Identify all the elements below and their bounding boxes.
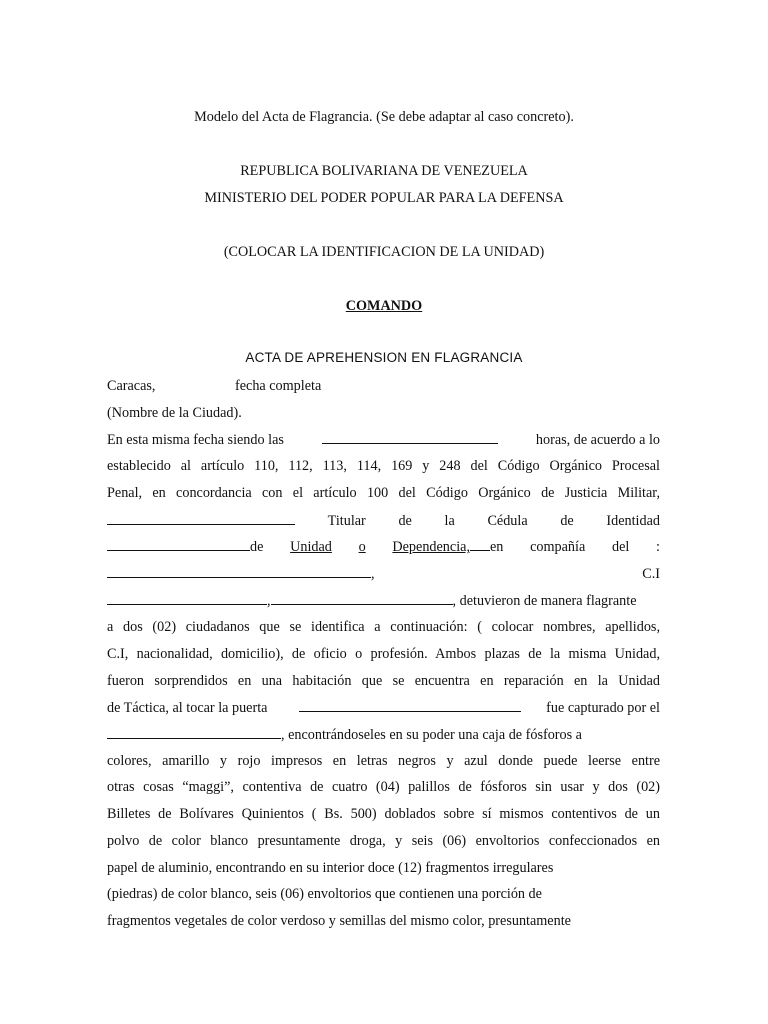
word-identidad: Identidad <box>606 513 660 529</box>
body-line-9-text: C.I, nacionalidad, domicilio), de oficio o profesión. Ambos plazas de la misma Unidad, <box>107 646 660 662</box>
word-o: o <box>358 539 366 555</box>
command-heading: COMANDO <box>345 298 423 314</box>
body-line-19-text: fragmentos vegetales de color verdoso y semillas del mismo color, presuntamente <box>107 913 571 929</box>
body-line-13-text: colores, amarillo y rojo impresos en letras negros y azul donde puede leerse entre <box>107 753 660 769</box>
act-title: ACTA DE APREHENSION EN FLAGRANCIA <box>245 350 523 365</box>
door-blank <box>299 699 521 712</box>
model-title: Modelo del Acta de Flagrancia. (Se debe adaptar al caso concreto). <box>194 109 574 125</box>
body-line-11-end: fue capturado por el <box>546 700 660 716</box>
comma: , <box>371 566 375 582</box>
body-line-17 <box>107 860 660 882</box>
body-line-11 <box>107 699 660 721</box>
body-line-1-start: En esta misma fecha siendo las <box>107 432 284 448</box>
body-line-17-text: papel de aluminio, encontrando en su interior doce (12) fragmentos irregulares <box>107 860 554 876</box>
body-line-1-end: horas, de acuerdo a lo <box>535 432 660 448</box>
body-line-14-text: otras cosas “maggi”, contentiva de cuatro (04) palillos de fósforos sin usar y dos (02) <box>107 779 660 795</box>
companion-blank <box>107 565 371 578</box>
body-line-9 <box>107 646 660 668</box>
body-line-8 <box>107 619 660 641</box>
body-line-13 <box>107 753 660 775</box>
id-blank <box>107 538 250 551</box>
body-line-16 <box>107 833 660 855</box>
body-line-18-text: (piedras) de color blanco, seis (06) envoltorios que contienen una porción de <box>107 886 542 902</box>
body-line-19 <box>107 913 660 935</box>
companion-group <box>107 565 375 583</box>
holder-blank <box>107 512 295 525</box>
republic-heading: REPUBLICA BOLIVARIANA DE VENEZUELA <box>240 163 528 179</box>
body-line-10 <box>107 673 660 695</box>
body-line-3 <box>107 485 660 507</box>
unit-placeholder: (COLOCAR LA IDENTIFICACION DE LA UNIDAD) <box>223 244 545 260</box>
date-label: fecha completa <box>235 378 322 394</box>
colon: : <box>656 539 660 555</box>
comma-2: , <box>267 593 271 609</box>
body-line-7-end: , detuvieron de manera flagrante <box>452 593 637 609</box>
ministry-heading: MINISTERIO DEL PODER POPULAR PARA LA DEFENSA <box>204 190 564 206</box>
body-line-7 <box>107 592 660 614</box>
id-group <box>107 538 263 556</box>
word-dependencia: Dependencia, <box>392 539 470 555</box>
body-line-1 <box>107 431 660 453</box>
word-la: la <box>444 513 455 529</box>
body-line-14 <box>107 779 660 801</box>
dependency-blank <box>470 538 490 551</box>
body-line-2 <box>107 458 660 480</box>
body-line-11-start: de Táctica, al tocar la puerta <box>107 700 268 716</box>
word-cedula: Cédula <box>487 513 528 529</box>
word-del: del <box>611 539 630 555</box>
dependency-group <box>392 538 503 556</box>
body-line-4 <box>107 512 660 534</box>
body-line-3-text: Penal, en concordancia con el artículo 100 del Código Orgánico de Justicia Militar, <box>107 485 660 501</box>
body-line-2-text: establecido al artículo 110, 112, 113, 114, 169 y 248 del Código Orgánico Procesal <box>107 458 660 474</box>
word-de-3: de <box>250 539 264 555</box>
body-line-12 <box>107 726 660 748</box>
body-line-16-text: polvo de color blanco presuntamente droga, y seis (06) envoltorios confeccionados en <box>107 833 660 849</box>
word-unidad: Unidad <box>290 539 332 555</box>
body-line-18 <box>107 886 660 908</box>
city-note: (Nombre de la Ciudad). <box>107 405 242 421</box>
ci-blank <box>107 592 267 605</box>
name-blank <box>271 592 453 605</box>
word-en: en <box>490 539 504 555</box>
word-de: de <box>398 513 412 529</box>
body-line-15 <box>107 806 660 828</box>
word-titular: Titular <box>327 513 366 529</box>
body-line-6 <box>107 565 660 587</box>
word-compania: compañía <box>530 539 586 555</box>
body-line-12-text: , encontrándoseles en su poder una caja de fósforos a <box>281 727 582 743</box>
body-line-15-text: Billetes de Bolívares Quinientos ( Bs. 500) doblados sobre sí mismos contentivos de un <box>107 806 660 822</box>
word-de-2: de <box>560 513 574 529</box>
body-line-8-text: a dos (02) ciudadanos que se identifica a continuación: ( colocar nombres, apellidos, <box>107 619 660 635</box>
body-line-10-text: fueron sorprendidos en una habitación que se encuentra en reparación en la Unidad <box>107 673 660 689</box>
body-line-5 <box>107 538 660 560</box>
city-label: Caracas, <box>107 378 156 394</box>
ci-label: C.I <box>642 566 660 582</box>
hours-blank <box>322 431 498 444</box>
captor-blank <box>107 726 281 739</box>
